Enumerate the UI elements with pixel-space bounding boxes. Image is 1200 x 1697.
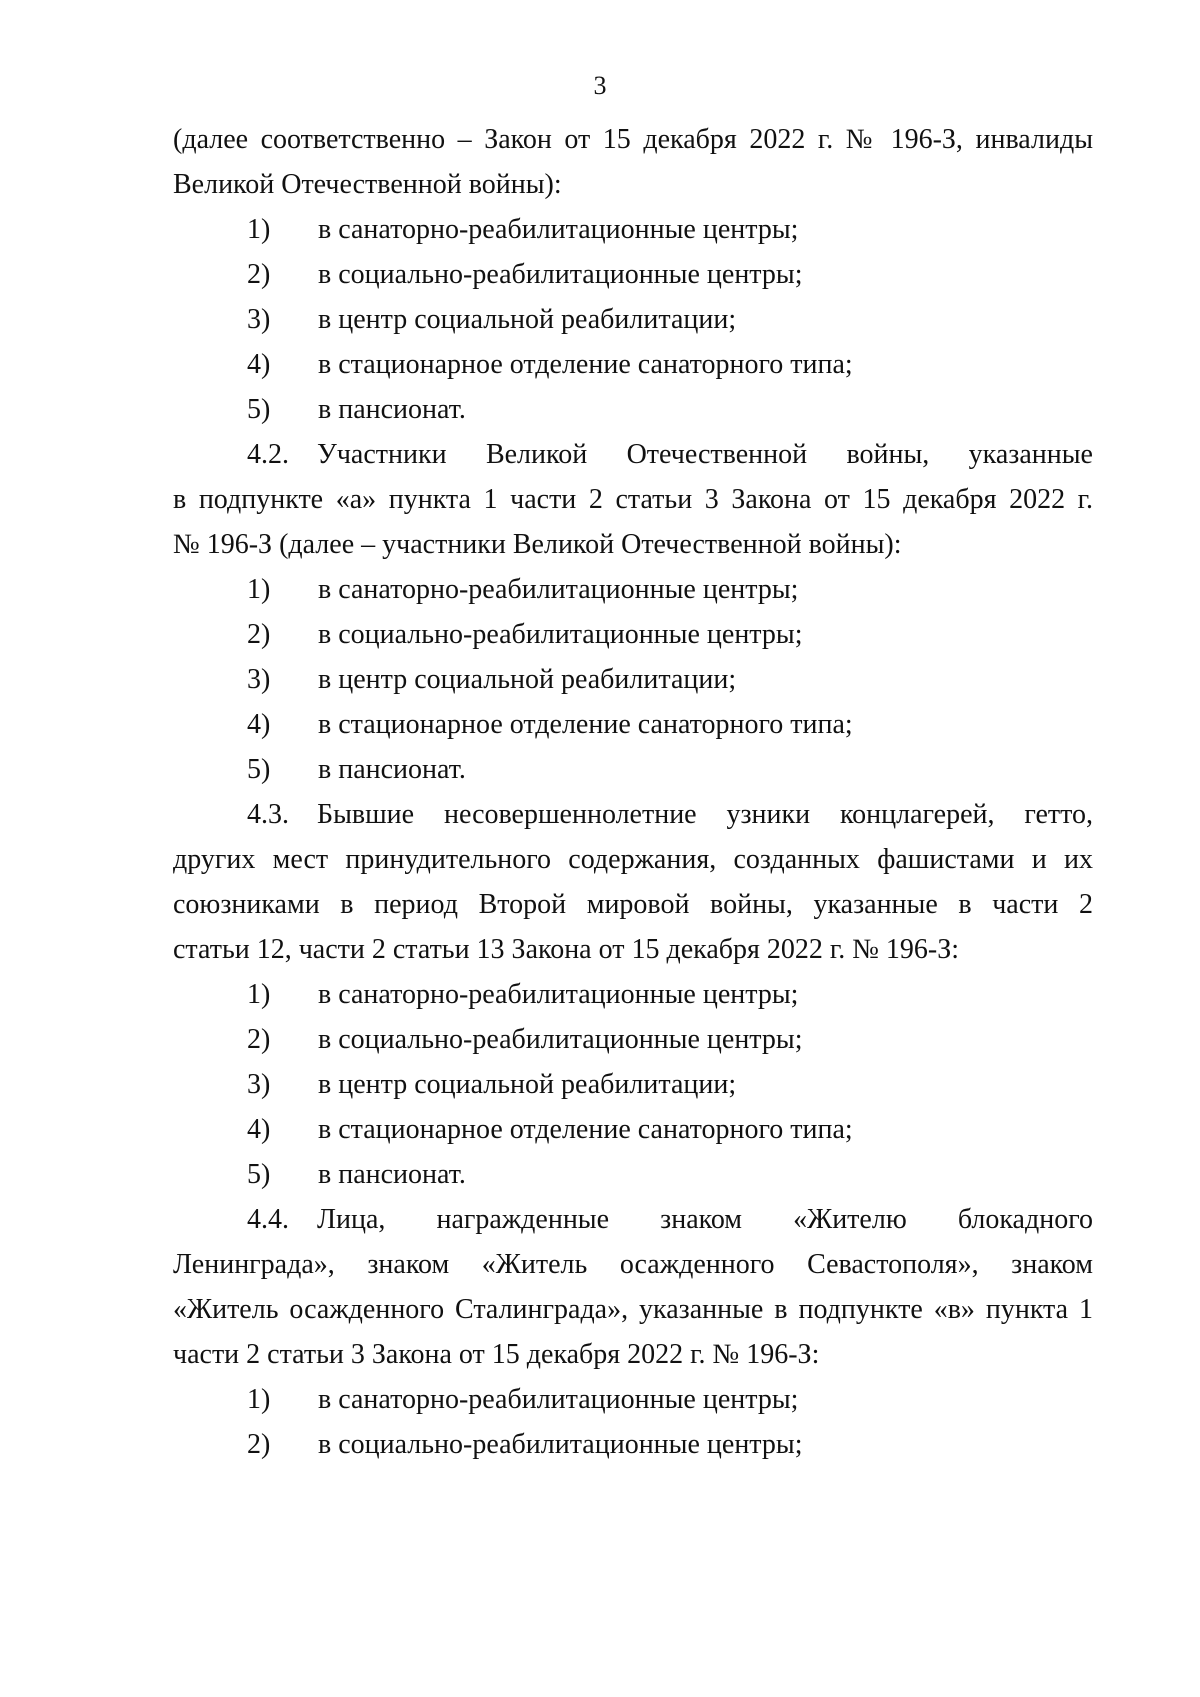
list-c-number-3: 3) (247, 1069, 271, 1100)
list-d-number-2: 2) (247, 1429, 271, 1460)
list-c-number-4: 4) (247, 1114, 271, 1145)
paragraph-4-3-line-1 (247, 795, 1093, 835)
paragraph-4-4-line-3: «Житель осажденного Сталинграда», указанные в подпункте «в» пункта 1 (173, 1294, 1093, 1325)
list-b-number-4: 4) (247, 709, 271, 740)
list-a-number-2: 2) (247, 259, 271, 290)
paragraph-4-4-line-4: части 2 статьи 3 Закона от 15 декабря 2022 г. № 196-З: (173, 1339, 820, 1370)
list-c-item-2: в социально-реабилитационные центры; (318, 1024, 803, 1055)
list-a-item-4: в стационарное отделение санаторного типа; (318, 349, 853, 380)
list-b-item-2: в социально-реабилитационные центры; (318, 619, 803, 650)
list-c-number-5: 5) (247, 1159, 271, 1190)
list-c-item-1: в санаторно-реабилитационные центры; (318, 979, 799, 1010)
list-a-item-5: в пансионат. (318, 394, 466, 425)
paragraph-4-4-number: 4.4. (247, 1204, 289, 1235)
intro-line-1: (далее соответственно – Закон от 15 декабря 2022 г. № 196-З, инвалиды (173, 124, 1093, 155)
paragraph-4-2-line-1 (247, 435, 1093, 475)
paragraph-4-3-number: 4.3. (247, 799, 289, 830)
list-a-number-4: 4) (247, 349, 271, 380)
list-a-item-3: в центр социальной реабилитации; (318, 304, 737, 335)
list-a-number-5: 5) (247, 394, 271, 425)
paragraph-4-3-text: Бывшие несовершеннолетние узники концлагерей, гетто, (317, 799, 1093, 830)
page-number: 3 (593, 71, 607, 100)
list-b-number-2: 2) (247, 619, 271, 650)
list-b-number-5: 5) (247, 754, 271, 785)
paragraph-4-3-line-4: статьи 12, части 2 статьи 13 Закона от 15 декабря 2022 г. № 196-З: (173, 934, 960, 965)
list-b-item-4: в стационарное отделение санаторного типа; (318, 709, 853, 740)
list-a-number-1: 1) (247, 214, 271, 245)
list-c-item-5: в пансионат. (318, 1159, 466, 1190)
paragraph-4-2-line-3: № 196-З (далее – участники Великой Отечественной войны): (173, 529, 902, 560)
paragraph-4-4-line-2: Ленинграда», знаком «Житель осажденного Севастополя», знаком (173, 1249, 1093, 1280)
intro-line-2: Великой Отечественной войны): (173, 169, 562, 200)
list-c-item-3: в центр социальной реабилитации; (318, 1069, 737, 1100)
list-c-number-1: 1) (247, 979, 271, 1010)
list-a-item-2: в социально-реабилитационные центры; (318, 259, 803, 290)
list-b-item-5: в пансионат. (318, 754, 466, 785)
list-a-number-3: 3) (247, 304, 271, 335)
list-b-item-3: в центр социальной реабилитации; (318, 664, 737, 695)
paragraph-4-4-line-1 (247, 1200, 1093, 1240)
list-d-number-1: 1) (247, 1384, 271, 1415)
list-b-number-1: 1) (247, 574, 271, 605)
paragraph-4-4-text: Лица, награжденные знаком «Жителю блокадного (317, 1204, 1093, 1235)
list-d-item-1: в санаторно-реабилитационные центры; (318, 1384, 799, 1415)
paragraph-4-3-line-3: союзниками в период Второй мировой войны, указанные в части 2 (173, 889, 1093, 920)
list-a-item-1: в санаторно-реабилитационные центры; (318, 214, 799, 245)
list-c-number-2: 2) (247, 1024, 271, 1055)
list-c-item-4: в стационарное отделение санаторного типа; (318, 1114, 853, 1145)
paragraph-4-2-number: 4.2. (247, 439, 289, 470)
paragraph-4-2-line-2: в подпункте «а» пункта 1 части 2 статьи 3 Закона от 15 декабря 2022 г. (173, 484, 1093, 515)
list-d-item-2: в социально-реабилитационные центры; (318, 1429, 803, 1460)
paragraph-4-3-line-2: других мест принудительного содержания, созданных фашистами и их (173, 844, 1093, 875)
list-b-number-3: 3) (247, 664, 271, 695)
list-b-item-1: в санаторно-реабилитационные центры; (318, 574, 799, 605)
paragraph-4-2-text: Участники Великой Отечественной войны, указанные (317, 439, 1093, 470)
